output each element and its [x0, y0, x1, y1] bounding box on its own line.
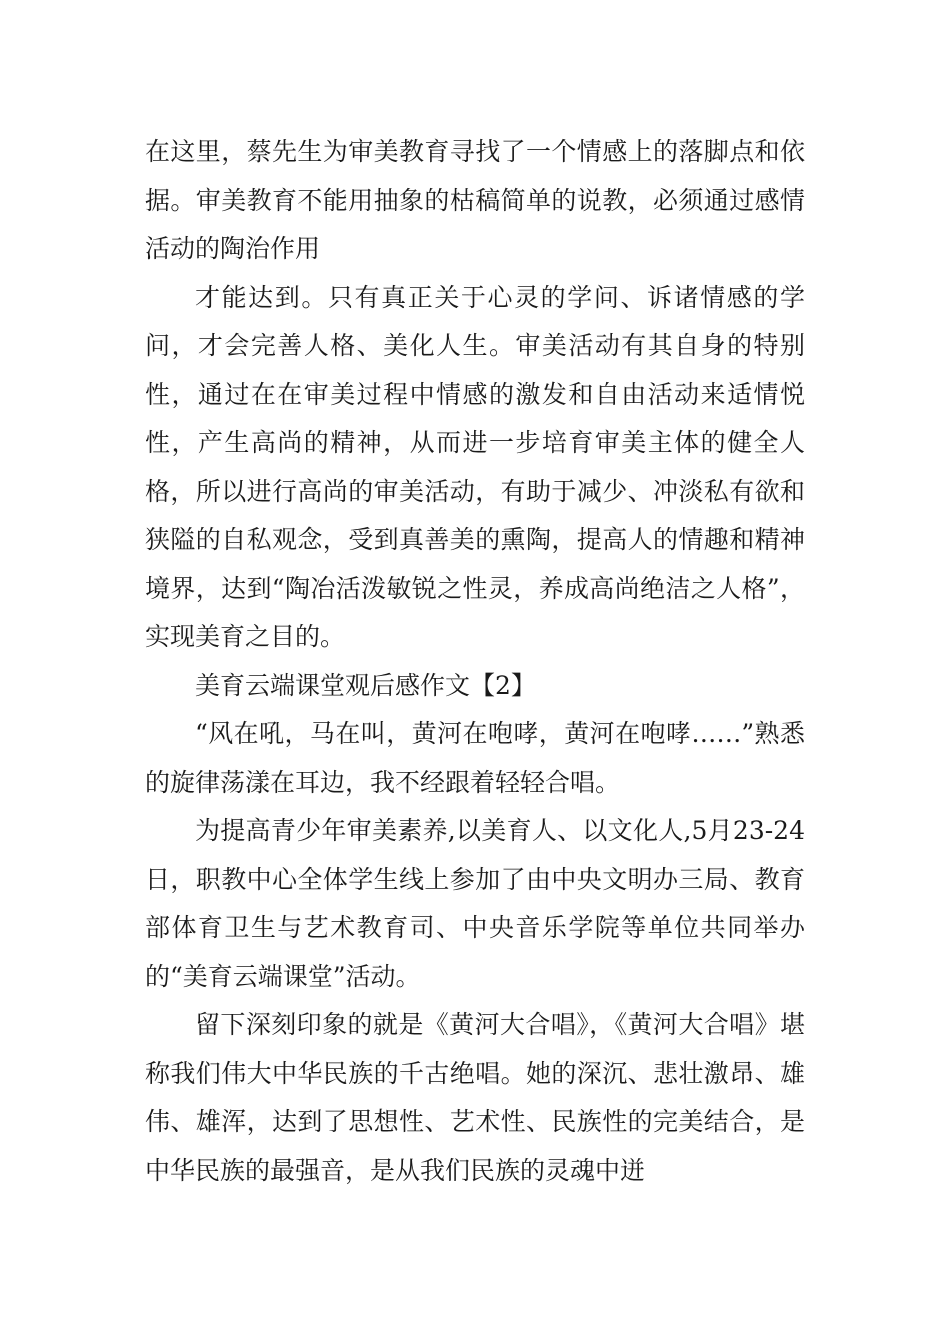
paragraph-event-description: 为提高青少年审美素养,以美育人、以文化人,5月23-24日，职教中心全体学生线上参加了由中央文明办三局、教育部体育卫生与艺术教育司、中央音乐学院等单位共同举办的“美育云端课堂”活动。: [145, 816, 805, 991]
paragraph-intro-continuation: 在这里，蔡先生为审美教育寻找了一个情感上的落脚点和依据。审美教育不能用抽象的枯稿简单的说教，必须通过感情活动的陶治作用: [145, 137, 805, 263]
paragraph-aesthetic-activity: 才能达到。只有真正关于心灵的学问、诉诸情感的学问，才会完善人格、美化人生。审美活动有其自身的特别性，通过在在审美过程中情感的激发和自由活动来适情悦性，产生高尚的精神，从而进一步培育审美主体的健全人格，所以进行高尚的审美活动，有助于减少、冲淡私有欲和狭隘的自私观念，受到真善美的熏陶，提高人的情趣和精神境界，达到“陶冶活泼敏锐之性灵，养成高尚绝洁之人格”，实现美育之目的。: [145, 282, 805, 651]
document-body: [145, 128, 805, 1195]
section-heading: 美育云端课堂观后感作文【2】: [195, 670, 536, 700]
paragraph-impression: 留下深刻印象的就是《黄河大合唱》，《黄河大合唱》堪称我们伟大中华民族的千古绝唱。她的深沉、悲壮激昂、雄伟、雄浑，达到了思想性、艺术性、民族性的完美结合，是中华民族的最强音，是从我们民族的灵魂中迸: [145, 1010, 805, 1185]
paragraph-yellow-river-lyrics: “风在吼，马在叫，黄河在咆哮，黄河在咆哮……”熟悉的旋律荡漾在耳边，我不经跟着轻轻合唱。: [145, 719, 805, 797]
